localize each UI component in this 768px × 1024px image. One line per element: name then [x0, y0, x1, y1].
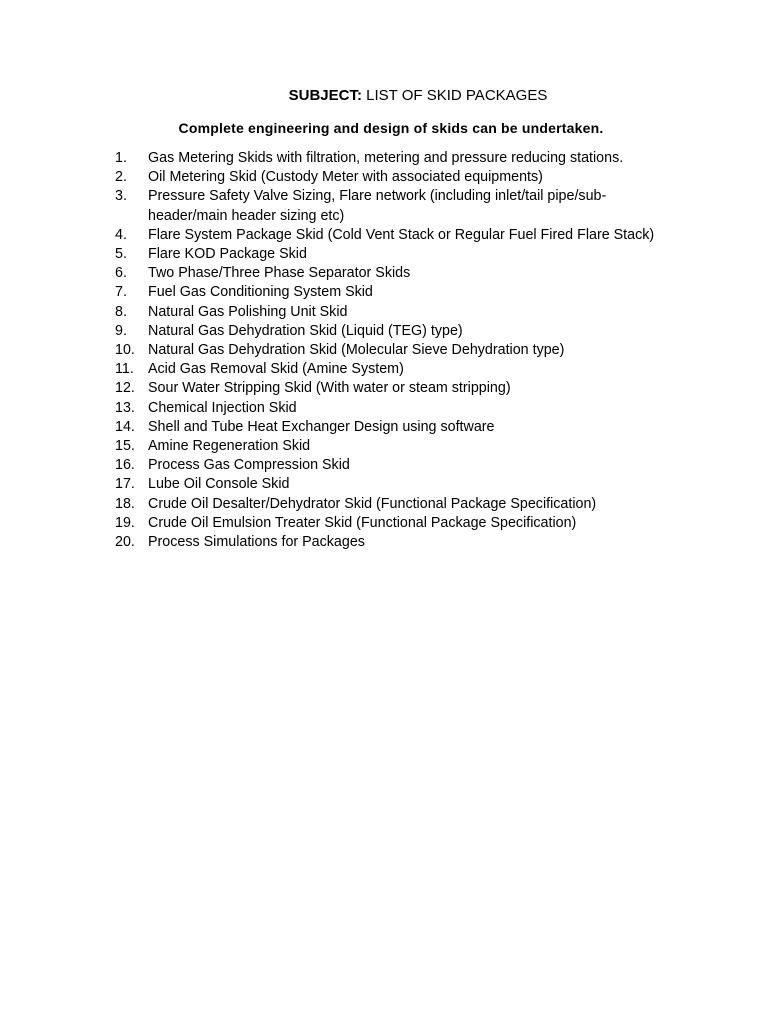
list-item — [115, 303, 655, 322]
list-item — [115, 149, 655, 168]
intro-statement: Complete engineering and design of skids can be undertaken. — [178, 120, 604, 136]
list-item-number: 14. — [115, 418, 135, 435]
list-item — [115, 475, 655, 494]
list-item-number: 16. — [115, 457, 135, 474]
list-item-text: Acid Gas Removal Skid (Amine System) — [148, 361, 404, 378]
list-item-number: 2. — [115, 169, 127, 186]
list-item-number: 19. — [115, 514, 135, 531]
list-item-number: 12. — [115, 380, 135, 397]
list-item-number: 8. — [115, 303, 127, 320]
list-item-number: 13. — [115, 399, 135, 416]
list-item-text: Oil Metering Skid (Custody Meter with associated equipments) — [148, 169, 543, 186]
list-item — [115, 418, 655, 437]
list-item-number: 6. — [115, 265, 127, 282]
list-item — [115, 399, 655, 418]
list-item — [115, 264, 655, 283]
list-item-text: Process Gas Compression Skid — [148, 457, 350, 474]
list-item-text: Pressure Safety Valve Sizing, Flare network (including inlet/tail pipe/sub-header/main header sizing etc) — [148, 188, 607, 224]
list-item-number: 11. — [115, 361, 134, 378]
list-item — [115, 322, 655, 341]
list-item-number: 9. — [115, 322, 127, 339]
list-item-number: 17. — [115, 476, 135, 493]
list-item-number: 4. — [115, 226, 127, 243]
list-item-number: 3. — [115, 188, 127, 205]
list-item — [115, 245, 655, 264]
list-item-text: Sour Water Stripping Skid (With water or steam stripping) — [148, 380, 511, 397]
list-item-number: 18. — [115, 495, 135, 512]
list-item — [115, 341, 655, 360]
list-item — [115, 187, 655, 225]
skid-package-list — [115, 149, 655, 552]
list-item — [115, 495, 655, 514]
list-item-text: Shell and Tube Heat Exchanger Design using software — [148, 418, 495, 435]
list-item-text: Flare KOD Package Skid — [148, 246, 307, 263]
list-item-text: Fuel Gas Conditioning System Skid — [148, 284, 373, 301]
list-item — [115, 533, 655, 552]
list-item-text: Crude Oil Desalter/Dehydrator Skid (Functional Package Specification) — [148, 495, 597, 512]
list-item — [115, 379, 655, 398]
list-item-number: 10. — [115, 342, 135, 359]
list-item-text: Crude Oil Emulsion Treater Skid (Functional Package Specification) — [148, 514, 577, 531]
subject-label: SUBJECT: — [288, 87, 362, 104]
list-item-number: 1. — [115, 150, 127, 166]
list-item-text: Natural Gas Polishing Unit Skid — [148, 303, 348, 320]
list-item — [115, 456, 655, 475]
list-item-text: Flare System Package Skid (Cold Vent Stack or Regular Fuel Fired Flare Stack) — [148, 226, 655, 243]
list-item — [115, 168, 655, 187]
list-item — [115, 226, 655, 245]
list-item — [115, 437, 655, 456]
list-item-text: Process Simulations for Packages — [148, 534, 365, 551]
list-item-text: Natural Gas Dehydration Skid (Liquid (TEG) type) — [148, 322, 463, 339]
list-item — [115, 514, 655, 533]
subject-text: LIST OF SKID PACKAGES — [362, 87, 548, 104]
list-item-number: 15. — [115, 438, 135, 455]
list-item-text: Natural Gas Dehydration Skid (Molecular Sieve Dehydration type) — [148, 342, 565, 359]
list-item-text: Amine Regeneration Skid — [148, 438, 311, 455]
list-item — [115, 360, 655, 379]
list-item-text: Gas Metering Skids with filtration, metering and pressure reducing stations. — [148, 150, 624, 166]
list-item-text: Chemical Injection Skid — [148, 399, 297, 416]
list-item-number: 5. — [115, 246, 127, 263]
list-item-number: 20. — [115, 534, 135, 551]
list-item-text: Lube Oil Console Skid — [148, 476, 290, 493]
list-item-text: Two Phase/Three Phase Separator Skids — [148, 265, 411, 282]
subject-line — [0, 86, 768, 106]
list-item — [115, 283, 655, 302]
list-item-number: 7. — [115, 284, 127, 301]
